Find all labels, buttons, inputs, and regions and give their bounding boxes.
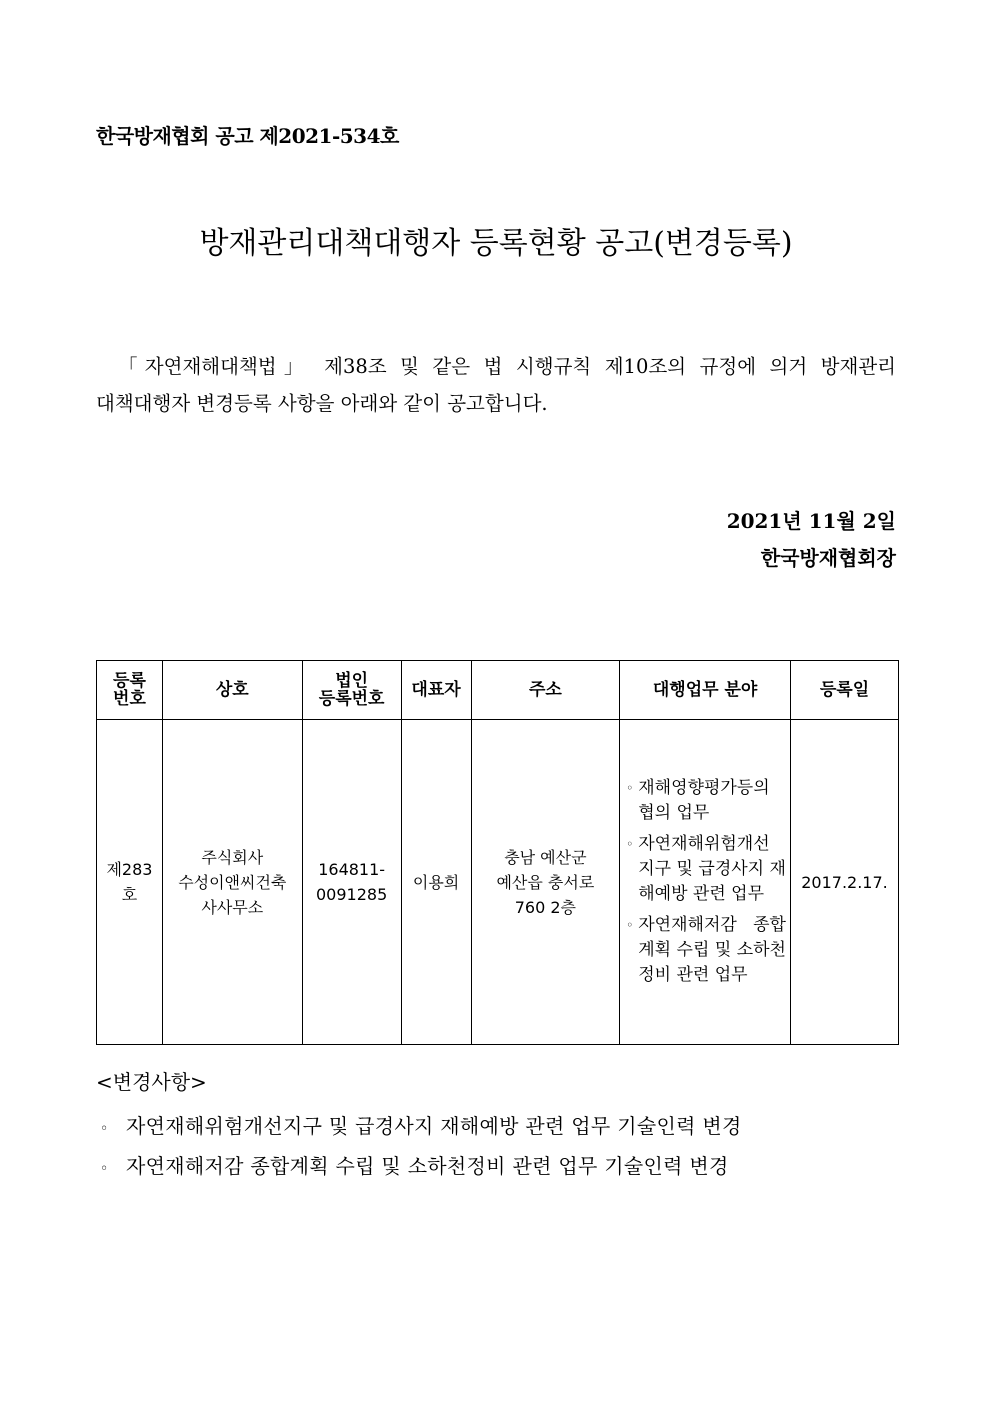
- company-line1: 주식회사: [201, 847, 264, 867]
- duty-item: [626, 913, 786, 988]
- header-address: 주소: [471, 661, 620, 720]
- address-line2: 예산읍 충서로: [496, 872, 595, 892]
- notice-number: 한국방재협회 공고 제2021-534호: [96, 124, 399, 148]
- change-text: 자연재해위험개선지구 및 급경사지 재해예방 관련 업무 기술인력 변경: [126, 1114, 742, 1138]
- body-paragraph: [96, 348, 896, 422]
- address-line1: 충남 예산군: [504, 847, 587, 867]
- cell-duties: [620, 720, 791, 1045]
- header-reg-no-line2: 번호: [113, 689, 146, 709]
- document-title: 방재관리대책대행자 등록현황 공고(변경등록): [199, 226, 793, 261]
- table-row: [97, 720, 899, 1045]
- cell-reg-no: 제283호: [97, 720, 163, 1045]
- header-corp-no: [302, 661, 401, 720]
- cell-company: [162, 720, 302, 1045]
- body-line-2: 대책대행자 변경등록 사항을 아래와 같이 공고합니다.: [96, 392, 548, 415]
- change-item: [100, 1150, 729, 1179]
- cell-reg-date: 2017.2.17.: [790, 720, 898, 1045]
- header-ceo: 대표자: [401, 661, 471, 720]
- cell-corp-no: [302, 720, 401, 1045]
- notice-date: 2021년 11월 2일: [726, 509, 896, 533]
- company-line2: 수성이앤씨건축: [178, 872, 287, 892]
- change-item: [100, 1110, 742, 1139]
- header-duty: 대행업무 분야: [620, 661, 791, 720]
- corp-no-line1: 164811-: [318, 860, 386, 879]
- company-line3: 사사무소: [201, 897, 264, 917]
- table-header-row: [97, 661, 899, 720]
- duty-item: [626, 832, 786, 907]
- duty-text: 자연재해위험개선지구 및 급경사지 재해예방 관련 업무: [638, 834, 786, 904]
- bullet-icon: ◦: [626, 918, 634, 932]
- bullet-icon: ◦: [100, 1121, 109, 1137]
- header-company: 상호: [162, 661, 302, 720]
- body-line-1: 「자연재해대책법」 제38조 및 같은 법 시행규칙 제10조의 규정에 의거 방재관리: [118, 355, 896, 378]
- bullet-icon: ◦: [100, 1161, 109, 1177]
- bullet-icon: ◦: [626, 837, 634, 851]
- header-reg-date: 등록일: [790, 661, 898, 720]
- change-text: 자연재해저감 종합계획 수립 및 소하천정비 관련 업무 기술인력 변경: [126, 1154, 729, 1178]
- cell-ceo: 이용희: [401, 720, 471, 1045]
- duty-text: 자연재해저감 종합계획 수립 및 소하천정비 관련 업무: [638, 915, 786, 985]
- header-reg-no-line1: 등록: [113, 671, 146, 691]
- issuer-name: 한국방재협회장: [760, 546, 896, 570]
- header-reg-no: [97, 661, 163, 720]
- address-line3: 760 2층: [514, 897, 576, 917]
- bullet-icon: ◦: [626, 781, 634, 795]
- header-corp-no-line1: 법인: [335, 671, 369, 691]
- duty-text: 재해영향평가등의 협의 업무: [638, 778, 770, 823]
- duty-item: [626, 776, 786, 826]
- changes-heading: <변경사항>: [96, 1070, 207, 1094]
- header-corp-no-line2: 등록번호: [318, 689, 385, 709]
- registration-table: [96, 660, 899, 1045]
- corp-no-line2: 0091285: [316, 885, 388, 904]
- cell-address: [471, 720, 620, 1045]
